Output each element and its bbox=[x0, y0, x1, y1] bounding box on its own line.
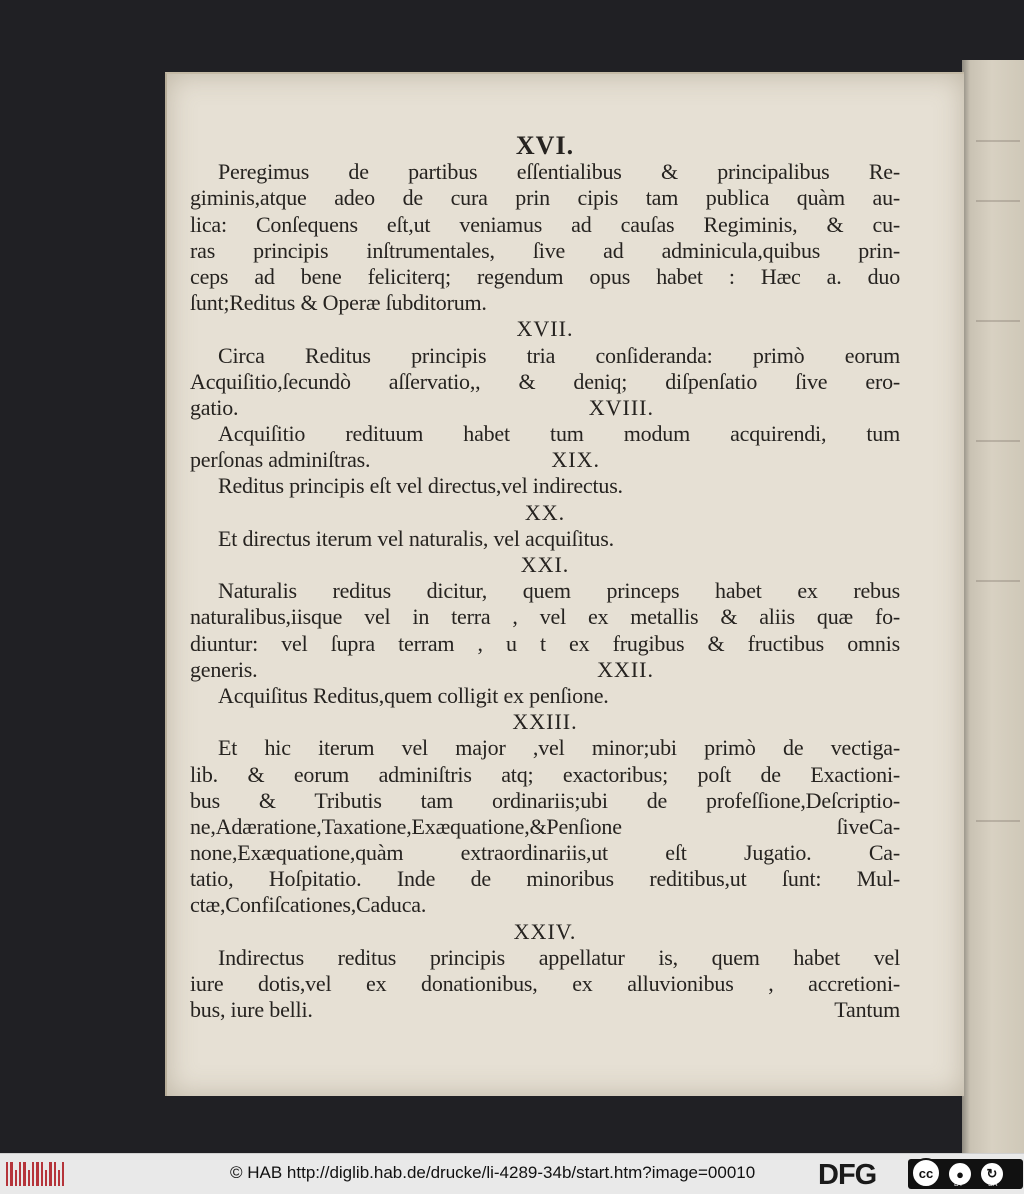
bleed-through-line bbox=[976, 140, 1020, 142]
text-line: tatio, Hoſpitatio. Inde de minoribus reditibus,ut ſunt: Mul- bbox=[190, 866, 900, 892]
viewer-footer bbox=[0, 1153, 1024, 1194]
text-line: Naturalis reditus dicitur, quem princeps habet ex rebus bbox=[218, 578, 900, 604]
section-heading-xviii: XVIII. bbox=[588, 394, 654, 420]
text-line: Acquiſitio redituum habet tum modum acquirendi, tum bbox=[218, 421, 900, 447]
section-heading-xxiv: XXIV. bbox=[513, 918, 577, 944]
text-line bbox=[190, 395, 900, 421]
line-end-text: generis. bbox=[190, 656, 258, 682]
text-line: ne,Adæratione,Taxatione,Exæquatione,&Penſione ſiveCa- bbox=[190, 813, 900, 839]
line-end-text: bus, iure belli. bbox=[190, 997, 313, 1023]
text-line: Reditus principis eſt vel directus,vel indirectus. bbox=[218, 473, 623, 499]
text-line: bus & Tributis tam ordinariis;ubi de profeſſione,Deſcriptio- bbox=[190, 787, 900, 813]
text-line: Acquiſitus Reditus,quem colligit ex penſione. bbox=[218, 682, 609, 708]
text-line: naturalibus,iisque vel in terra , vel ex metallis & aliis quæ fo- bbox=[190, 604, 900, 630]
text-line: ſunt;Reditus & Operæ ſubditorum. bbox=[190, 290, 487, 316]
line-end-text: gatio. bbox=[190, 394, 239, 420]
sa-label: SA bbox=[988, 1181, 998, 1188]
adjacent-page-edge bbox=[962, 60, 1024, 1153]
bleed-through-line bbox=[976, 820, 1020, 822]
bleed-through-line bbox=[976, 580, 1020, 582]
text-line: diuntur: vel ſupra terram , u t ex frugibus & fructibus omnis bbox=[190, 630, 900, 656]
hab-logo-icon bbox=[6, 1162, 64, 1186]
text-line: iure dotis,vel ex donationibus, ex alluvionibus , accretioni- bbox=[190, 971, 900, 996]
text-line bbox=[190, 657, 900, 683]
text-line: giminis,atque adeo de cura prin cipis tam publica quàm au- bbox=[190, 185, 900, 211]
by-icon: ● bbox=[947, 1161, 973, 1187]
section-heading-xx: XX. bbox=[524, 499, 566, 525]
dfg-logo: DFG bbox=[818, 1159, 877, 1191]
section-heading-xxiii: XXIII. bbox=[512, 709, 578, 735]
section-heading-xvi: XVI. bbox=[515, 133, 575, 160]
bleed-through-line bbox=[976, 200, 1020, 202]
bleed-through-line bbox=[976, 320, 1020, 322]
text-line: lica: Conſequens eſt,ut veniamus ad cauſas Regiminis, & cu- bbox=[190, 211, 900, 237]
text-line: ras principis inſtrumentales, ſive ad adminicula,quibus prin- bbox=[190, 237, 900, 263]
text-line: ctæ,Confiſcationes,Caduca. bbox=[190, 892, 427, 918]
by-label: BY bbox=[954, 1181, 964, 1188]
cc-license-badge[interactable] bbox=[908, 1159, 1023, 1189]
text-line: Et hic iterum vel major ,vel minor;ubi primò de vectiga- bbox=[218, 735, 900, 761]
text-line bbox=[190, 997, 900, 1023]
text-line: none,Exæquatione,quàm extraordinariis,ut eſt Jugatio. Ca- bbox=[190, 840, 900, 866]
section-heading-xxi: XXI. bbox=[520, 552, 570, 577]
text-line: lib. & eorum adminiſtris atq; exactoribus; poſt de Exactioni- bbox=[190, 761, 900, 787]
line-end-text: perſonas adminiſtras. bbox=[190, 447, 371, 473]
text-line: Circa Reditus principis tria conſideranda: primò eorum bbox=[218, 342, 900, 368]
sa-icon: ↻ bbox=[979, 1161, 1005, 1187]
text-line bbox=[190, 447, 900, 473]
section-heading-xvii: XVII. bbox=[516, 316, 574, 342]
copyright-link[interactable]: © HAB http://diglib.hab.de/drucke/li-4289-34b/start.htm?image=00010 bbox=[230, 1163, 756, 1182]
text-line: Et directus iterum vel naturalis, vel acquiſitus. bbox=[218, 525, 614, 551]
text-line: Indirectus reditus principis appellatur is, quem habet vel bbox=[218, 944, 900, 970]
cc-icon: cc bbox=[911, 1158, 941, 1188]
text-line: ceps ad bene feliciterq; regendum opus habet : Hæc a. duo bbox=[190, 263, 900, 289]
bleed-through-line bbox=[976, 440, 1020, 442]
page-text bbox=[190, 133, 900, 1023]
catchword: Tantum bbox=[834, 997, 900, 1023]
text-line: Peregimus de partibus eſſentialibus & principalibus Re- bbox=[218, 159, 900, 185]
text-line: Acquiſitio,ſecundò aſſervatio,, & deniq; diſpenſatio ſive ero- bbox=[190, 368, 900, 394]
section-heading-xix: XIX. bbox=[551, 447, 600, 473]
section-heading-xxii: XXII. bbox=[597, 656, 654, 682]
